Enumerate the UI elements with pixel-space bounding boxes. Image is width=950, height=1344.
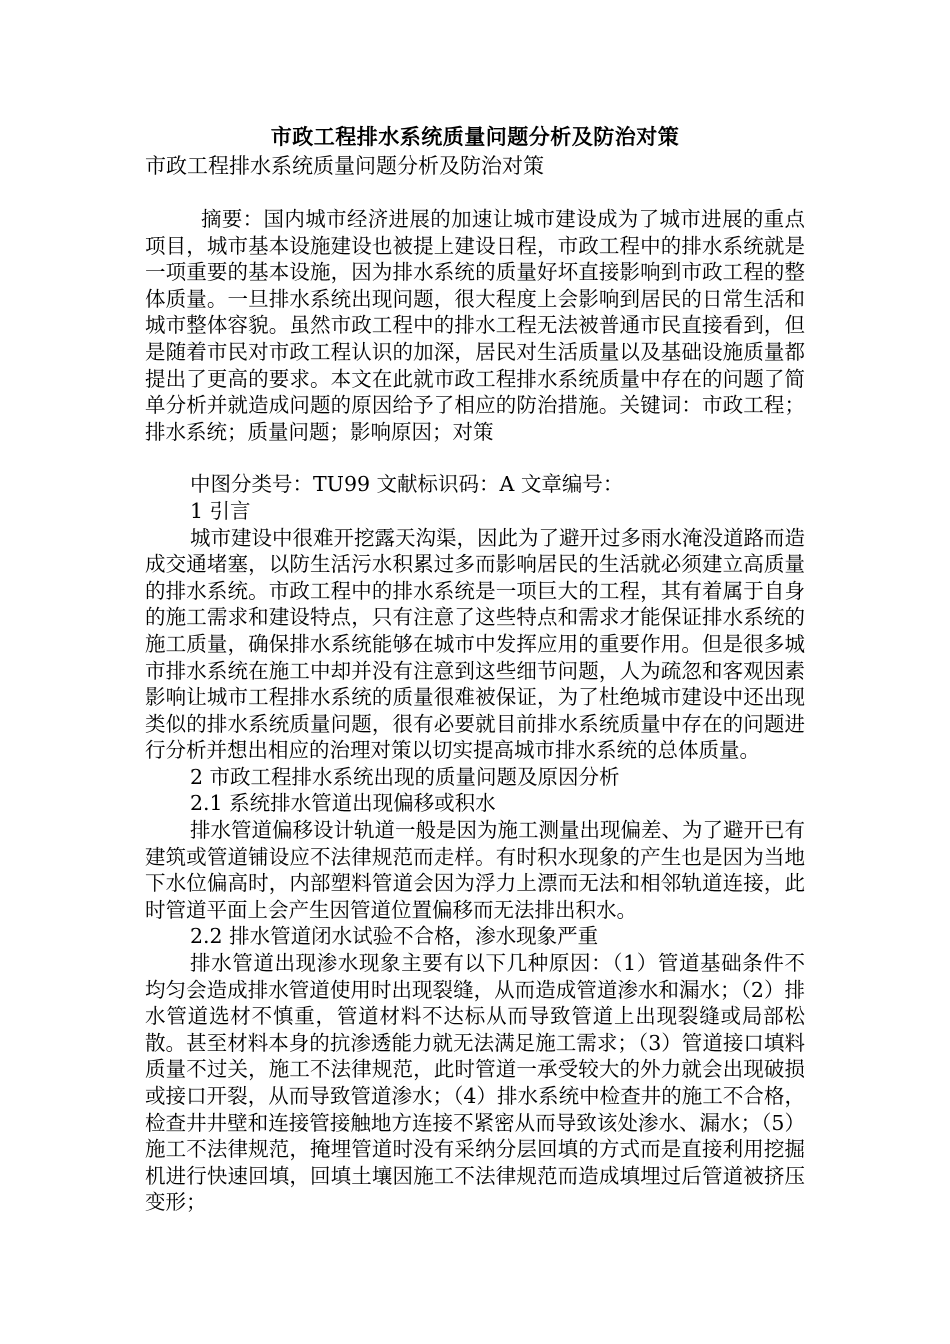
section-2-2-heading: 2.2 排水管道闭水试验不合格，渗水现象严重 — [190, 924, 599, 949]
section-2-1-heading: 2.1 系统排水管道出现偏移或积水 — [190, 791, 496, 816]
abstract-paragraph: 摘要：国内城市经济进展的加速让城市建设成为了城市进展的重点项目，城市基本设施建设也被提上建设日程，市政工程中的排水系统就是一项重要的基本设施，因为排水系统的质量好坏直接影响到市政工程的整体质量。一旦排水系统出现问题，很大程度上会影响到居民的日常生活和城市整体容貌。虽然市政工程中的排水工程无法被普通市民直接看到，但是随着市民对市政工程认识的加深，居民对生活质量以及基础设施质量都提出了更高的要求。本文在此就市政工程排水系统质量中存在的问题了简单分析并就造成问题的原因给予了相应的防治措施。关键词：市政工程；排水系统；质量问题；影响原因；对策 — [145, 207, 805, 444]
document-subtitle: 市政工程排水系统质量问题分析及防治对策 — [145, 154, 544, 178]
section-2-2-body: 排水管道出现渗水现象主要有以下几种原因：（1）管道基础条件不均匀会造成排水管道使用时出现裂缝，从而造成管道渗水和漏水；（2）排水管道选材不慎重，管道材料不达标从而导致管道上出现裂缝或局部松散。甚至材料本身的抗渗透能力就无法满足施工需求；（3）管道接口填料质量不过关，施工不法律规范，此时管道一承受较大的外力就会出现破损或接口开裂，从而导致管道渗水；（4）排水系统中检查井的施工不合格，检查井井壁和连接管接触地方连接不紧密从而导致该处渗水、漏水；（5）施工不法律规范，掩埋管道时没有采纳分层回填的方式而是直接利用挖掘机进行快速回填，回填土壤因施工不法律规范而造成填埋过后管道被挤压变形； — [145, 951, 805, 1215]
classification-line: 中图分类号：TU99 文献标识码：A 文章编号： — [190, 472, 624, 497]
document-title: 市政工程排水系统质量问题分析及防治对策 — [270, 124, 680, 149]
section-2-heading: 2 市政工程排水系统出现的质量问题及原因分析 — [190, 764, 620, 789]
section-1-body: 城市建设中很难开挖露天沟渠，因此为了避开过多雨水淹没道路而造成交通堵塞，以防生活污水积累过多而影响居民的生活就必须建立高质量的排水系统。市政工程中的排水系统是一项巨大的工程，其有着属于自身的施工需求和建设特点，只有注意了这些特点和需求才能保证排水系统的施工质量，确保排水系统能够在城市中发挥应用的重要作用。但是很多城市排水系统在施工中却并没有注意到这些细节问题，人为疏忽和客观因素影响让城市工程排水系统的质量很难被保证，为了杜绝城市建设中还出现类似的排水系统质量问题，很有必要就目前排水系统质量中存在的问题进行分析并想出相应的治理对策以切实提高城市排水系统的总体质量。 — [145, 525, 805, 763]
document-page — [145, 122, 805, 1216]
section-1-heading: 1 引言 — [190, 498, 251, 523]
section-2-1-body: 排水管道偏移设计轨道一般是因为施工测量出现偏差、为了避开已有建筑或管道铺设应不法律规范而走样。有时积水现象的产生也是因为当地下水位偏高时，内部塑料管道会因为浮力上漂而无法和相邻轨道连接，此时管道平面上会产生因管道位置偏移而无法排出积水。 — [145, 818, 805, 922]
